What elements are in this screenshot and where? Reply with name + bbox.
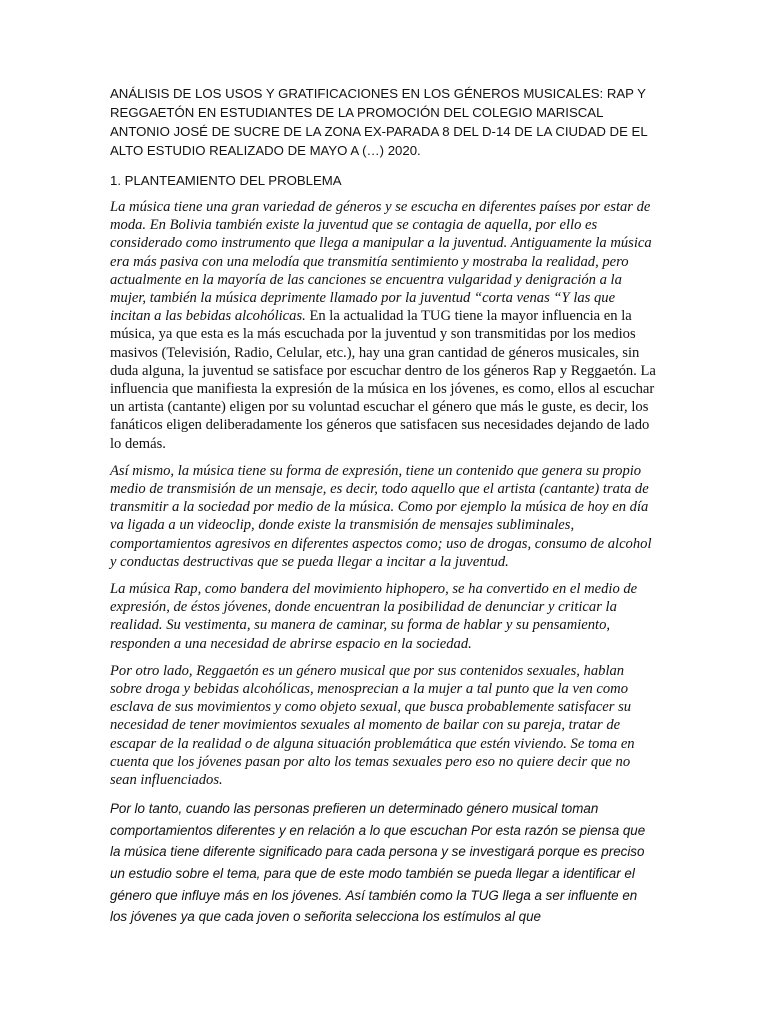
paragraph-1-regular-text: En la actualidad la TUG tiene la mayor influencia en la música, ya que esta es la más escuchada por la juventud y son transmitidas por los medios masivos (Televisión, Radio, Celular, etc.), hay una gran cantidad de géneros musicales, sin duda alguna, la juventud se satisface por escuchar dentro de los géneros Rap y Reggaetón. La influencia que manifiesta la expresión de la música en los jóvenes, es como, ellos al escuchar un artista (cantante) eligen por su voluntad escuchar el género que más le guste, es decir, los fanáticos eligen deliberadamente los géneros que satisfacen sus necesidades dejando de lado lo demás. (110, 308, 656, 452)
document-body (110, 84, 658, 937)
paragraph-5: Por lo tanto, cuando las personas prefieren un determinado género musical toman comportamientos diferentes y en relación a lo que escuchan Por esta razón se piensa que la música tiene diferente significado para cada persona y se investigará porque es preciso un estudio sobre el tema, para que de este modo también se pueda llegar a identificar el género que influye más en los jóvenes. Así también como la TUG llega a ser influente en los jóvenes ya que cada joven o señorita selecciona los estímulos al que (110, 801, 646, 925)
paragraph-2: Así mismo, la música tiene su forma de expresión, tiene un contenido que genera su propio medio de transmisión de un mensaje, es decir, todo aquello que el artista (cantante) trata de transmitir a la sociedad por medio de la música. Como por ejemplo la música de hoy en día va ligada a un videoclip, donde existe la transmisión de mensajes subliminales, comportamientos agresivos en diferentes aspectos como; uso de drogas, consumo de alcohol y conductas destructivas que se pueda llegar a incitar a la juventud. (110, 462, 652, 570)
section-heading: 1. PLANTEAMIENTO DEL PROBLEMA (110, 173, 342, 188)
paragraph-3: La música Rap, como bandera del movimiento hiphopero, se ha convertido en el medio de expresión, de éstos jóvenes, donde encuentran la posibilidad de denunciar y criticar la realidad. Su vestimenta, su manera de caminar, su forma de hablar y su pensamiento, responden a una necesidad de abrirse espacio en la sociedad. (110, 581, 638, 652)
paragraph-1 (110, 198, 658, 453)
document-title: ANÁLISIS DE LOS USOS Y GRATIFICACIONES EN LOS GÉNEROS MUSICALES: RAP Y REGGAETÓN EN ESTUDIANTES DE LA PROMOCIÓN DEL COLEGIO MARISCAL ANTONIO JOSÉ DE SUCRE DE LA ZONA EX-PARADA 8 DEL D-14 DE LA CIUDAD DE EL ALTO ESTUDIO REALIZADO DE MAYO A (…) 2020. (110, 86, 648, 158)
paragraph-4: Por otro lado, Reggaetón es un género musical que por sus contenidos sexuales, hablan sobre droga y bebidas alcohólicas, menosprecian a la mujer a tal punto que la ven como esclava de sus movimientos y como objeto sexual, que busca probablemente satisfacer su necesidad de tener movimientos sexuales al momento de bailar con su pareja, tratar de escapar de la realidad o de alguna situación problemática que estén viviendo. Se toma en cuenta que los jóvenes pasan por alto los temas sexuales pero eso no quiere decir que no sean influenciados. (110, 662, 635, 789)
paragraph-1-italic-text: La música tiene una gran variedad de géneros y se escucha en diferentes países por estar de moda. En Bolivia también existe la juventud que se contagia de aquella, por ello es considerado como instrumento que llega a manipular a la juventud. Antiguamente la música era más pasiva con una melodía que transmitía sentimiento y mostraba la realidad, pero actualmente en la mayoría de las canciones se encuentra vulgaridad y denigración a la mujer, también la música deprimente llamado por la juventud “corta venas “Y las que incitan a las bebidas alcohólicas. (110, 199, 652, 325)
